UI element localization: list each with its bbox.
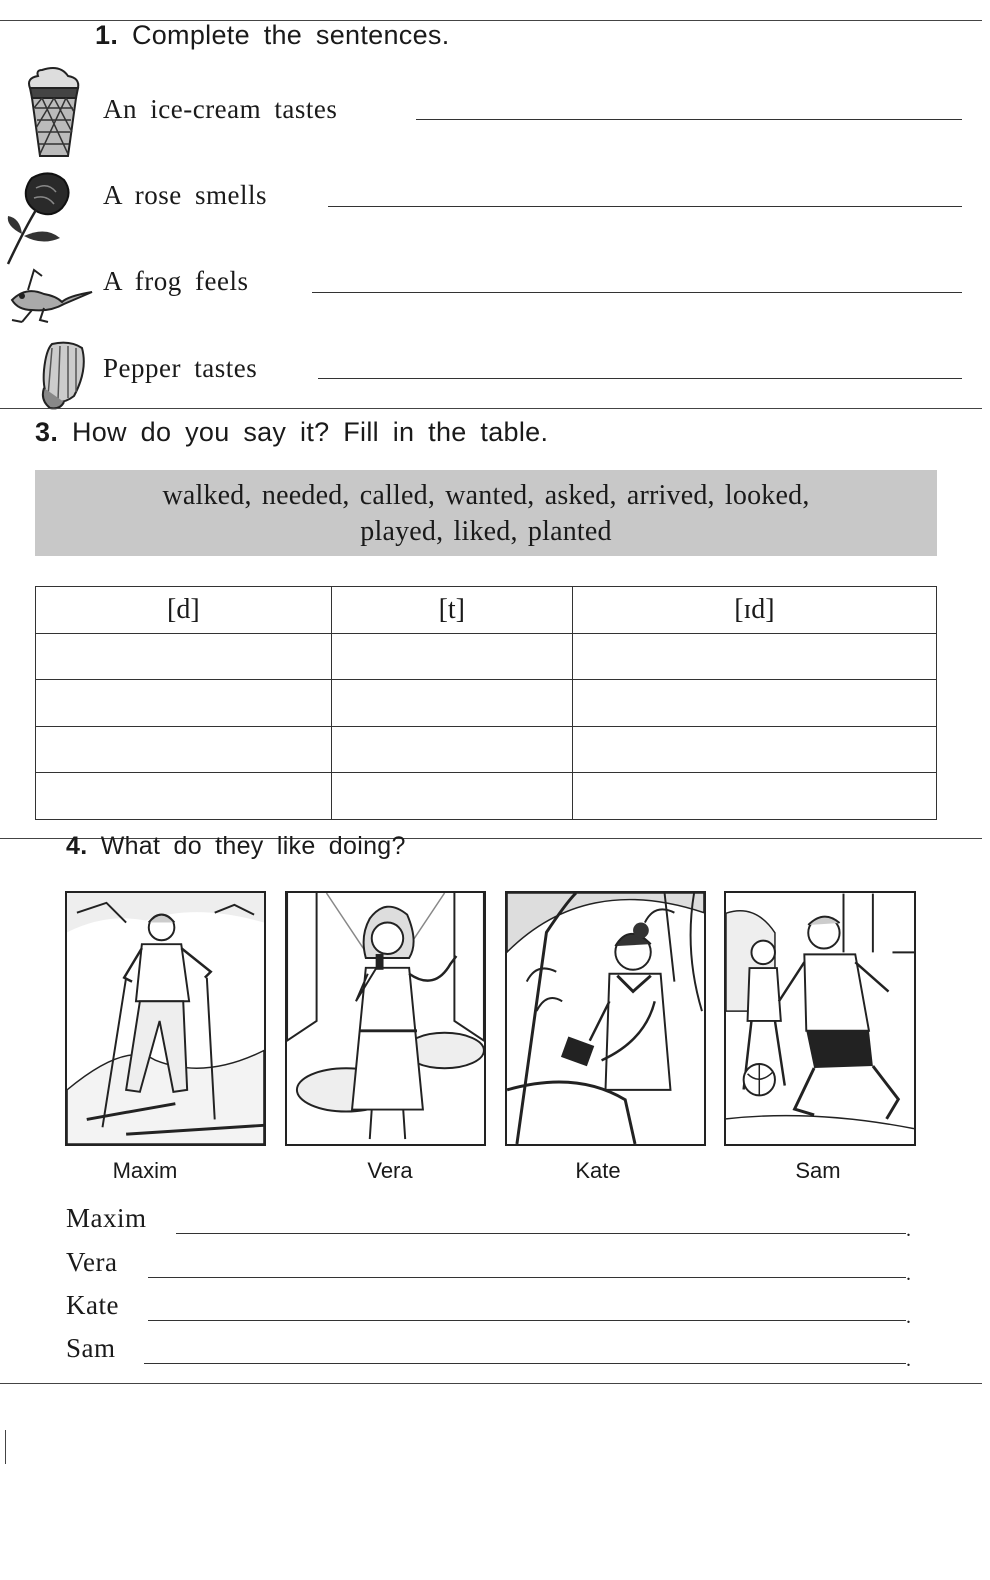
answer-label-kate: Kate [66,1290,119,1320]
table-cell[interactable] [36,773,332,820]
section-3-heading [35,417,548,448]
table-cell[interactable] [572,633,936,680]
section-3-title: How do you say it? Fill in the table. [71,417,549,447]
page-edge-mark [0,1430,6,1464]
answer-row-maxim [66,1203,916,1243]
table-cell[interactable] [331,633,572,680]
picture-maxim-skiing [65,891,266,1146]
section-4-title: What do they like doing? [100,832,406,860]
sentence-2-answer-line[interactable] [328,206,962,207]
answer-dot-maxim: . [906,1219,911,1241]
bottom-rule [0,1383,982,1384]
answer-line-kate[interactable] [148,1320,906,1321]
answer-dot-sam: . [906,1349,911,1371]
ice-cream-icon [2,62,97,157]
table-row [36,726,937,773]
picture-vera-singing [285,891,486,1146]
sentence-1-answer-line[interactable] [416,119,962,120]
table-cell[interactable] [36,680,332,727]
answer-dot-vera: . [906,1263,911,1285]
word-list-box [35,470,937,556]
table-cell[interactable] [331,726,572,773]
answer-dot-kate: . [906,1306,911,1328]
table-cell[interactable] [572,680,936,727]
answer-line-maxim[interactable] [176,1233,906,1234]
answer-label-vera: Vera [66,1247,118,1277]
section-divider-1 [0,408,982,409]
sentence-row-4 [0,322,982,412]
sentence-row-3 [0,236,982,326]
column-header-d: [d] [36,587,332,634]
answer-label-maxim: Maxim [66,1203,147,1233]
sentence-row-2 [0,150,982,240]
table-row [36,773,937,820]
table-cell[interactable] [572,773,936,820]
caption-vera: Vera [367,1158,413,1183]
column-header-t: [t] [331,587,572,634]
section-4-heading [66,832,406,861]
sentence-4-answer-line[interactable] [318,378,962,379]
sentence-1-text: An ice-cream tastes [103,94,338,124]
sentence-3-text: A frog feels [103,266,249,296]
table-cell[interactable] [572,726,936,773]
frog-icon [2,266,97,326]
caption-kate: Kate [575,1158,621,1183]
table-cell[interactable] [36,633,332,680]
table-row [36,633,937,680]
caption-maxim: Maxim [112,1158,178,1183]
column-header-id: [ɪd] [572,587,936,634]
sentence-2-text: A rose smells [103,180,267,210]
sound-table-header [36,587,937,634]
table-row [36,680,937,727]
section-1-number: 1. [95,20,119,50]
picture-kate-photos [505,891,706,1146]
answer-row-sam [66,1333,916,1373]
section-1-heading [95,20,450,51]
picture-sam-football [724,891,916,1146]
answer-row-vera [66,1247,916,1287]
answer-label-sam: Sam [66,1333,116,1363]
sentence-4-text: Pepper tastes [103,353,258,383]
pepper-shaker-icon [30,340,90,410]
section-3-number: 3. [35,417,59,447]
answer-line-vera[interactable] [148,1277,906,1278]
section-1-title: Complete the sentences. [131,20,450,50]
section-4-number: 4. [66,832,88,860]
answer-line-sam[interactable] [144,1363,906,1364]
word-list-line-2: played, liked, planted [360,516,612,547]
word-list-line-1: walked, needed, called, wanted, asked, arrived, looked, [162,480,810,511]
table-cell[interactable] [36,726,332,773]
sentence-3-answer-line[interactable] [312,292,962,293]
caption-sam: Sam [795,1158,841,1183]
sound-table [35,586,937,820]
answer-row-kate [66,1290,916,1330]
table-cell[interactable] [331,680,572,727]
table-cell[interactable] [331,773,572,820]
sentence-row-1 [0,62,982,152]
